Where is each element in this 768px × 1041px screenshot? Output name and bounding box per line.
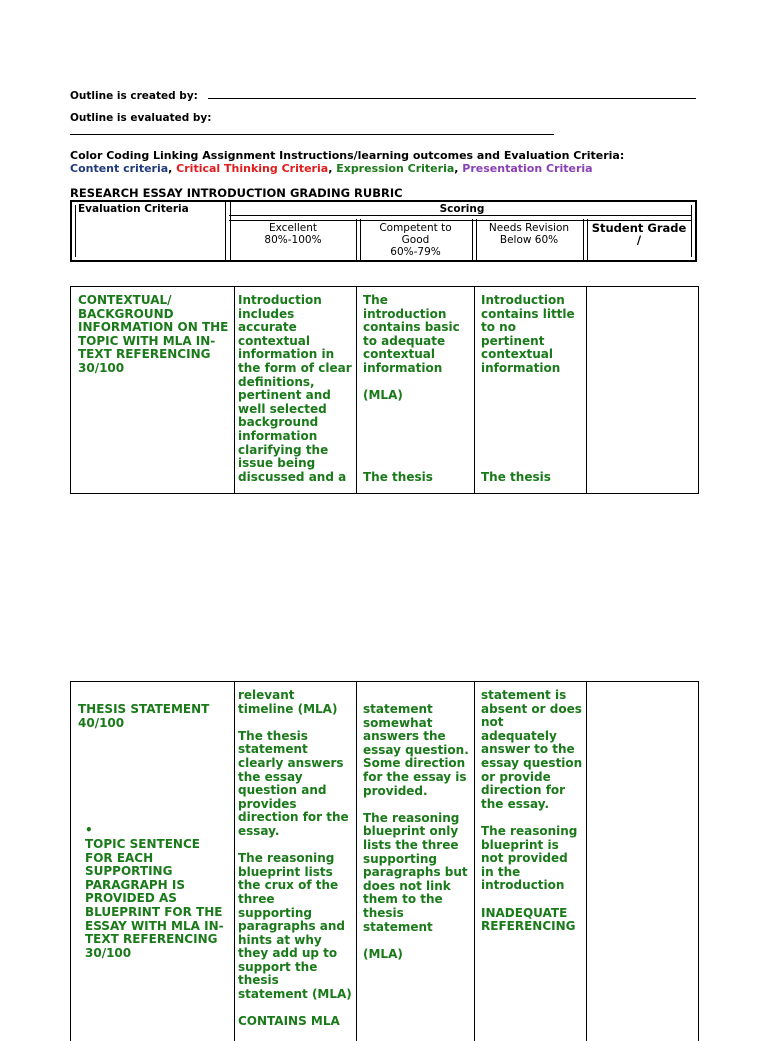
- divider: [234, 682, 235, 1041]
- legend-critical: Critical Thinking Criteria: [176, 162, 329, 175]
- criteria-bullet: •: [85, 823, 93, 837]
- legend-sep: ,: [328, 162, 337, 175]
- criteria-contextual: CONTEXTUAL/ BACKGROUND INFORMATION ON THE TOPIC WITH MLA IN- TEXT REFERENCING 30/100: [78, 293, 229, 375]
- divider: [474, 287, 475, 493]
- rubric-row-contextual: [70, 286, 699, 494]
- header-excellent: Excellent 80%-100%: [264, 222, 322, 246]
- divider: [474, 682, 475, 1041]
- header-student-grade: Student Grade /: [591, 221, 687, 247]
- competent-thesis: statement somewhat answers the essay question. Some direction for the essay is provided. The reasoning blueprint only lists the three supporting paragraphs but does not link them to the thesis statement (MLA): [363, 702, 469, 961]
- divider: [356, 287, 357, 493]
- excellent-thesis: relevant timeline (MLA) The thesis statement clearly answers the essay question and provides direction for the essay. The reasoning blueprint lists the crux of the three supporting paragraphs and hints at why they add up to support the thesis statement (MLA) CONTAINS MLA: [238, 688, 352, 1029]
- divider: [234, 287, 235, 493]
- criteria-thesis: THESIS STATEMENT 40/100: [78, 702, 210, 730]
- excellent-contextual: Introduction includes accurate contextual information in the form of clear definitions, pertinent and well selected background information clarifying the issue being discussed and a: [238, 293, 352, 484]
- revision-contextual: Introduction contains little to no pertinent contextual information: [481, 293, 575, 375]
- revision-thesis: statement is absent or does not adequately answer to the essay question or provide direction for the essay. The reasoning blueprint is not provided in the introduction INADEQUATE REFERENCING: [481, 688, 583, 934]
- legend-expression: Expression Criteria: [336, 162, 455, 175]
- outline-evaluated-label: Outline is evaluated by:: [70, 112, 212, 124]
- rubric-row-thesis: [70, 681, 699, 1041]
- legend-sep: ,: [454, 162, 463, 175]
- rubric-title: RESEARCH ESSAY INTRODUCTION GRADING RUBRIC: [70, 186, 403, 200]
- rubric-header-table: [70, 200, 697, 262]
- divider: [75, 205, 77, 257]
- competent-thesis-start: The thesis: [363, 470, 433, 484]
- legend-presentation: Presentation Criteria: [462, 162, 593, 175]
- outline-created-blank[interactable]: [208, 88, 696, 99]
- divider: [356, 682, 357, 1041]
- divider: [586, 287, 587, 493]
- legend-content: Content criteria: [70, 162, 169, 175]
- outline-created-label: Outline is created by:: [70, 90, 198, 102]
- criteria-topic-sentence: TOPIC SENTENCE FOR EACH SUPPORTING PARAGRAPH IS PROVIDED AS BLUEPRINT FOR THE ESSAY WITH MLA IN- TEXT REFERENCING 30/100: [85, 837, 224, 960]
- header-needs-revision: Needs Revision Below 60%: [488, 222, 570, 246]
- outline-evaluated-blank[interactable]: [70, 124, 554, 135]
- header-competent: Competent to Good 60%-79%: [379, 222, 452, 258]
- outline-created-row: [70, 88, 696, 102]
- revision-thesis-start: The thesis: [481, 470, 551, 484]
- divider: [586, 682, 587, 1041]
- header-scoring: Scoring: [439, 203, 485, 215]
- color-coding-label: Color Coding Linking Assignment Instructions/learning outcomes and Evaluation Criteria:: [70, 149, 625, 162]
- legend-sep: ,: [168, 162, 177, 175]
- header-evaluation-criteria: Evaluation Criteria: [78, 203, 189, 215]
- color-legend: [70, 162, 593, 175]
- competent-contextual: The introduction contains basic to adequate contextual information (MLA): [363, 293, 460, 403]
